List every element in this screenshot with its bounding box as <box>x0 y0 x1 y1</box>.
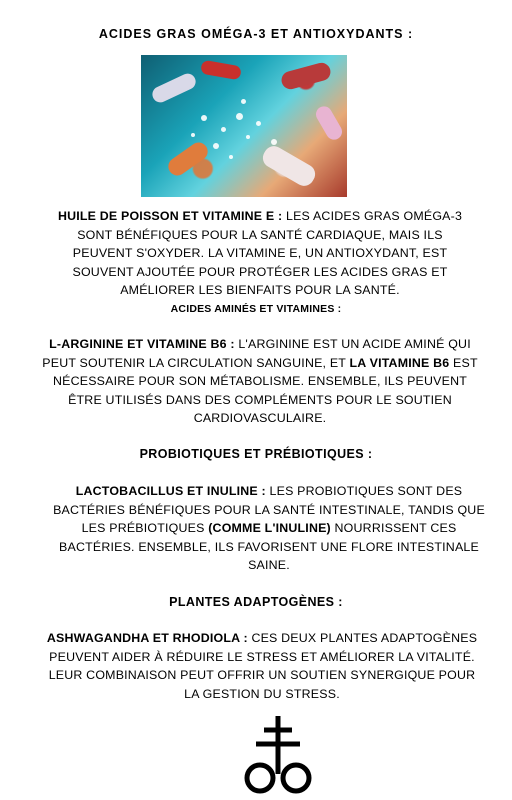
paragraph-omega3-text: LES ACIDES GRAS OMÉGA-3 SONT BÉNÉFIQUES POUR LA SANTÉ CARDIAQUE, MAIS ILS PEUVENT S'OXYDER. LA VITAMINE E, UN ANTIOXYDANT, EST SOUVENT AJOUTÉE POUR PROTÉGER LES ACIDES GRAS ET AMÉLIORER LES BIENFAITS POUR LA SANTÉ. <box>72 209 463 297</box>
section-title-adaptogens: PLANTES ADAPTOGÈNES : <box>169 595 343 609</box>
paragraph-adaptogens-text: CES DEUX PLANTES ADAPTOGÈNES PEUVENT AIDER À RÉDUIRE LE STRESS ET AMÉLIORER LA VITALITÉ. LEUR COMBINAISON PEUT OFFRIR UN SOUTIEN SYNERGIQUE POUR LA GESTION DU STRESS. <box>48 631 478 701</box>
paragraph-probiotics-text2: NOURRISSENT CES BACTÉRIES. ENSEMBLE, ILS FAVORISENT UNE FLORE INTESTINALE SAINE. <box>59 521 479 572</box>
pills-photo <box>141 55 347 197</box>
section-title-amino: ACIDES AMINÉS ET VITAMINES : <box>170 303 342 315</box>
section-title-probiotics: PROBIOTIQUES ET PRÉBIOTIQUES : <box>139 447 373 461</box>
paragraph-probiotics-bold: LACTOBACILLUS ET INULINE : <box>75 484 266 498</box>
paragraph-omega3-bold: HUILE DE POISSON ET VITAMINE E : <box>57 209 283 223</box>
leviathan-cross-icon <box>240 716 316 796</box>
paragraph-amino-bold2: LA VITAMINE B6 <box>349 355 450 370</box>
paragraph-probiotics-text1: LES PROBIOTIQUES SONT DES BACTÉRIES BÉNÉFIQUES POUR LA SANTÉ INTESTINALE, TANDIS QUE LES PRÉBIOTIQUES <box>53 484 485 535</box>
section-title-omega3: ACIDES GRAS OMÉGA-3 ET ANTIOXYDANTS : <box>98 27 414 41</box>
paragraph-adaptogens-bold: ASHWAGANDHA ET RHODIOLA : <box>46 631 248 645</box>
paragraph-probiotics-bold2: (COMME L'INULINE) <box>208 521 331 535</box>
paragraph-amino-bold: L-ARGININE ET VITAMINE B6 : <box>49 337 235 351</box>
paragraph-probiotics <box>42 482 496 575</box>
paragraph-omega3 <box>48 207 472 300</box>
paragraph-amino <box>40 335 480 428</box>
paragraph-adaptogens <box>42 629 482 703</box>
paragraph-amino-text1: L'ARGININE EST UN ACIDE AMINÉ QUI PEUT SOUTENIR LA CIRCULATION SANGUINE, ET <box>42 337 471 370</box>
paragraph-amino-text2: EST NÉCESSAIRE POUR SON MÉTABOLISME. ENSEMBLE, ILS PEUVENT ÊTRE UTILISÉS DANS DES COMPLÉMENTS POUR LE SOUTIEN CARDIOVASCULAIRE. <box>52 355 478 425</box>
